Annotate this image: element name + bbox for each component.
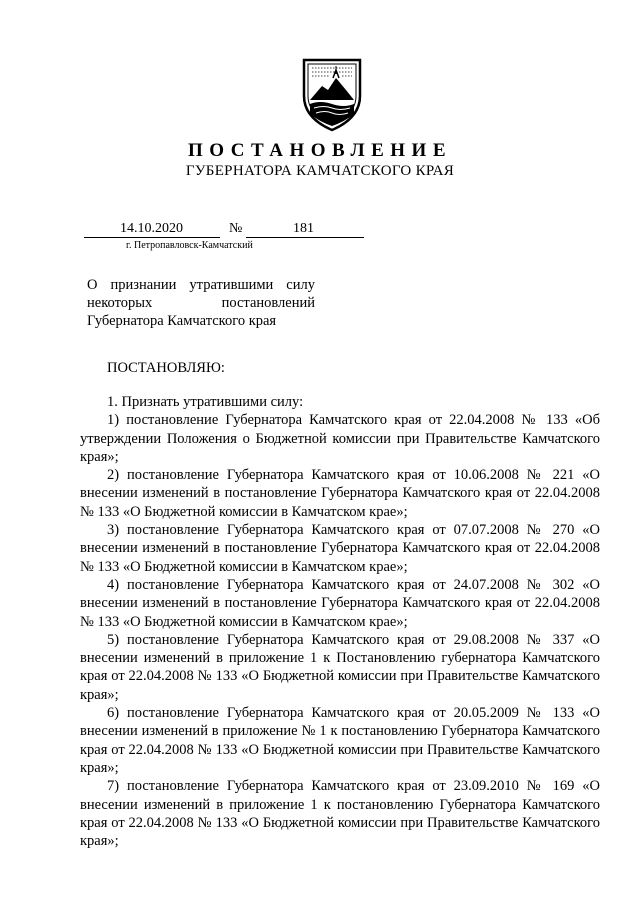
document-date: 14.10.2020 [120,221,183,236]
body-subitem-5: 5) постановление Губернатора Камчатского края от 29.08.2008 № 337 «О внесении изменений в приложение 1 к Постановлению губернатора Камчатского края от 22.04.2008 № 133 «О Бюджетной комиссии при Правительстве Камчатского края»; [80,631,600,703]
date-underline [84,237,220,238]
subject-line-1: О признании утратившими силу [87,277,315,293]
document-number: 181 [293,221,314,236]
body-item-1: 1. Признать утратившими силу: [107,394,304,410]
number-underline [246,237,364,238]
number-sign: № [229,221,243,236]
document-body [80,393,600,850]
body-subitem-1: 1) постановление Губернатора Камчатского края от 22.04.2008 № 133 «Об утверждении Положения о Бюджетной комиссии при Правительстве Камчатского края»; [80,412,600,465]
body-subitem-7: 7) постановление Губернатора Камчатского края от 23.09.2010 № 169 «О внесении изменений в приложение 1 к постановлению Губернатора Камчатского края от 22.04.2008 № 133 «О Бюджетной комиссии при Правительстве Камчатского края»; [80,778,600,850]
body-subitem-2: 2) постановление Губернатора Камчатского края от 10.06.2008 № 221 «О внесении изменений в постановление Губернатора Камчатского края от 22.04.2008 № 133 «О Бюджетной комиссии в Камчатском крае»; [80,467,600,520]
city-label: г. Петропавловск-Камчатский [126,240,253,251]
document-subtitle: ГУБЕРНАТОРА КАМЧАТСКОГО КРАЯ [185,163,455,179]
decree-word: ПОСТАНОВЛЯЮ: [107,360,225,376]
subject-line-2: некоторых постановлений [87,295,315,311]
body-subitem-3: 3) постановление Губернатора Камчатского края от 07.07.2008 № 270 «О внесении изменений в постановление Губернатора Камчатского края от 22.04.2008 № 133 «О Бюджетной комиссии в Камчатском крае»; [80,522,600,575]
document-subject [87,276,315,330]
subject-line-3: Губернатора Камчатского края [87,313,277,329]
body-subitem-6: 6) постановление Губернатора Камчатского края от 20.05.2009 № 133 «О внесении изменений в приложение № 1 к постановлению Губернатора Камчатского края от 22.04.2008 № 133 «О Бюджетной комиссии при Правительстве Камчатского края»; [80,705,600,776]
kamchatka-coat-of-arms-icon [300,56,364,132]
body-subitem-4: 4) постановление Губернатора Камчатского края от 24.07.2008 № 302 «О внесении изменений в постановление Губернатора Камчатского края от 22.04.2008 № 133 «О Бюджетной комиссии в Камчатском крае»; [80,576,600,630]
document-title: ПОСТАНОВЛЕНИЕ [187,140,453,161]
